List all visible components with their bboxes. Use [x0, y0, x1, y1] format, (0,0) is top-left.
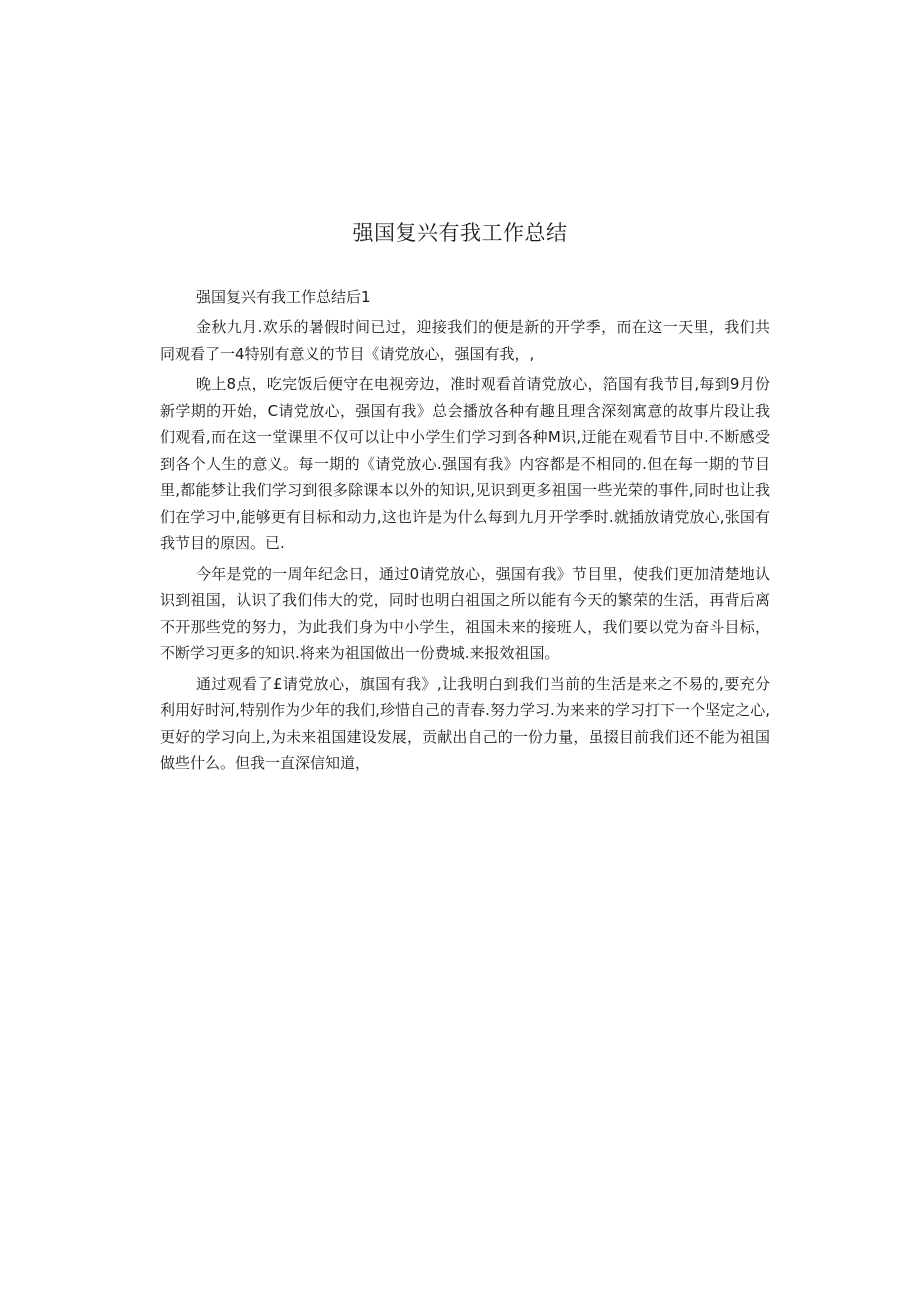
- paragraph-4: 通过观看了£请党放心，旗国有我》,让我明白到我们当前的生活是来之不易的,要充分利用好时河,特别作为少年的我们,珍惜自己的青春.努力学习.为来来的学习打下一个坚定之心,更好的学习向上,为未来祖国建设发展，贡献出自己的一份力量，虽掇目前我们还不能为祖国做些什么。但我一直深信知道，: [160, 674, 770, 772]
- document-body: [160, 284, 770, 777]
- paragraph-3: 今年是党的一周年纪念日，通过0请党放心，强国有我》节目里，使我们更加清楚地认识到祖国，认识了我们伟大的党，同时也明白祖国之所以能有今天的繁荣的生活，再背后离不开那些党的努力，为此我们身为中小学生，祖国未来的接班人，我们要以党为奋斗目标，不断学习更多的知识.将来为祖国做出一份费城.来报效祖国。: [160, 564, 770, 662]
- paragraph-1: 金秋九月.欢乐的暑假时间已过，迎接我们的便是新的开学季，而在这一天里，我们共同观看了一4特别有意义的节目《请党放心，强国有我，,: [160, 318, 770, 363]
- paragraph-2: 晚上8点，吃完饭后便守在电视旁边，准时观看首请党放心，箔国有我节目,每到9月份新学期的开始，C请党放心，强国有我》总会播放各种有趣且理含深刻寓意的故事片段让我们观看,而在这一堂课里不仅可以让中小学生们学习到各种M识,迂能在观看节目中.不断感受到各个人生的意义。每一期的《请党放心.强国有我》内容都是不相同的.但在每一期的节目里,都能梦让我们学习到很多除课本以外的知识,见识到更多祖国一些光荣的事件,同时也让我们在学习中,能够更有目标和动力,这也许是为什么每到九月开学季时.就插放请党放心,张国有我节目的原因。已.: [160, 375, 770, 552]
- document-title: 强国复兴有我工作总结: [352, 221, 568, 245]
- section-subtitle: 强国复兴有我工作总结后1: [196, 288, 371, 306]
